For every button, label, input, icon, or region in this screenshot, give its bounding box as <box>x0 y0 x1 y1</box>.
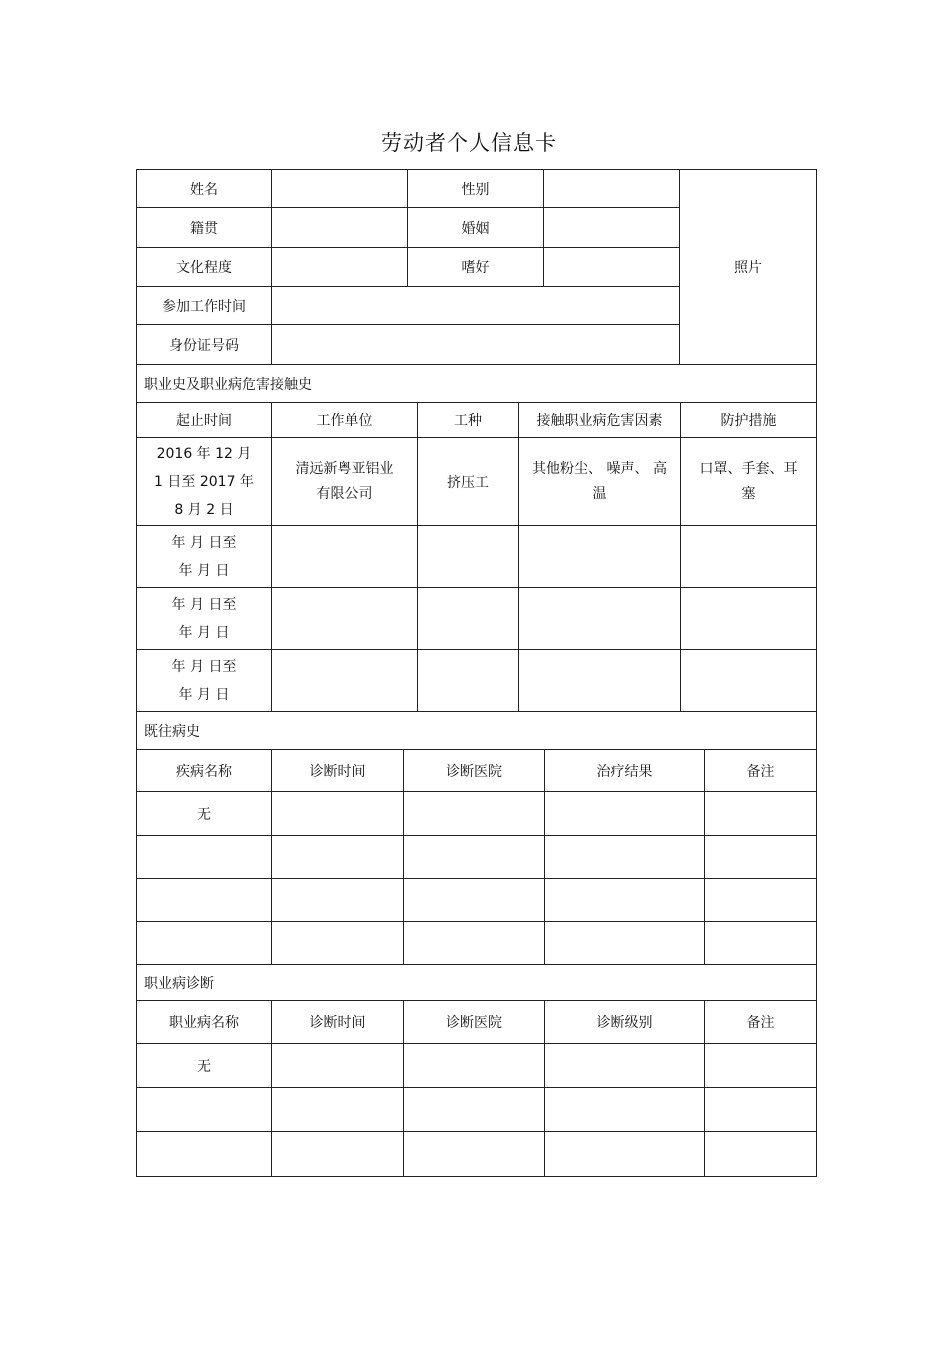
period-cell[interactable] <box>137 438 272 526</box>
level-cell[interactable] <box>545 1132 705 1177</box>
protection-cell[interactable] <box>681 650 817 712</box>
period-cell[interactable] <box>137 588 272 650</box>
occupation-header-protection: 防护措施 <box>681 403 817 438</box>
personal-info-table <box>136 169 817 365</box>
photo-box[interactable]: 照片 <box>680 170 817 365</box>
period-line: 年 月 日至 <box>171 658 237 675</box>
diagnosis-section-title: 职业病诊断 <box>137 965 817 1001</box>
disease-cell[interactable] <box>137 1088 272 1132</box>
hospital-cell[interactable] <box>404 792 545 836</box>
hazard-cell[interactable] <box>519 588 681 650</box>
job-cell[interactable] <box>418 650 519 712</box>
occupation-header-unit: 工作单位 <box>272 403 418 438</box>
protection-line: 口罩、手套、耳 <box>699 460 798 477</box>
table-row <box>137 526 817 588</box>
diagnosis-header-level: 诊断级别 <box>545 1001 705 1044</box>
unit-cell[interactable] <box>272 438 418 526</box>
hospital-cell[interactable] <box>404 879 545 922</box>
remark-cell[interactable] <box>705 922 817 965</box>
result-cell[interactable] <box>545 792 705 836</box>
table-row <box>137 879 817 922</box>
result-cell[interactable] <box>545 879 705 922</box>
date-cell[interactable] <box>272 1132 404 1177</box>
unit-line: 有限公司 <box>316 485 373 502</box>
unit-cell[interactable] <box>272 526 418 588</box>
work-start-field[interactable] <box>272 287 680 325</box>
unit-line: 清远新粤亚铝业 <box>295 460 394 477</box>
work-start-label: 参加工作时间 <box>137 287 272 325</box>
protection-cell[interactable] <box>681 438 817 526</box>
job-cell[interactable]: 挤压工 <box>418 438 519 526</box>
diagnosis-header-date: 诊断时间 <box>272 1001 404 1044</box>
remark-cell[interactable] <box>705 1132 817 1177</box>
protection-cell[interactable] <box>681 526 817 588</box>
history-section-title: 既往病史 <box>137 712 817 750</box>
hobby-label: 嗜好 <box>408 248 544 287</box>
remark-cell[interactable] <box>705 836 817 879</box>
date-cell[interactable] <box>272 1088 404 1132</box>
remark-cell[interactable] <box>705 792 817 836</box>
protection-cell[interactable] <box>681 588 817 650</box>
disease-cell[interactable] <box>137 879 272 922</box>
hospital-cell[interactable] <box>404 1088 545 1132</box>
diagnosis-table <box>136 964 817 1177</box>
gender-field[interactable] <box>544 170 680 208</box>
date-cell[interactable] <box>272 922 404 965</box>
period-line: 年 月 日 <box>178 624 230 641</box>
hometown-label: 籍贯 <box>137 208 272 248</box>
period-line: 2016 年 12 月 <box>156 445 252 462</box>
history-header-disease: 疾病名称 <box>137 750 272 792</box>
level-cell[interactable] <box>545 1088 705 1132</box>
history-header-date: 诊断时间 <box>272 750 404 792</box>
occupation-header-period: 起止时间 <box>137 403 272 438</box>
date-cell[interactable] <box>272 1044 404 1088</box>
disease-cell[interactable]: 无 <box>137 792 272 836</box>
unit-cell[interactable] <box>272 650 418 712</box>
medical-history-table <box>136 711 817 965</box>
hospital-cell[interactable] <box>404 1132 545 1177</box>
gender-label: 性别 <box>408 170 544 208</box>
occupation-header-job: 工种 <box>418 403 519 438</box>
level-cell[interactable] <box>545 1044 705 1088</box>
education-label: 文化程度 <box>137 248 272 287</box>
period-line: 年 月 日至 <box>171 596 237 613</box>
table-row <box>137 1044 817 1088</box>
hobby-field[interactable] <box>544 248 680 287</box>
date-cell[interactable] <box>272 879 404 922</box>
history-header-hospital: 诊断医院 <box>404 750 545 792</box>
protection-line: 塞 <box>741 485 756 502</box>
hazard-cell[interactable] <box>519 438 681 526</box>
table-row <box>137 650 817 712</box>
occupation-table <box>136 364 817 712</box>
period-line: 年 月 日 <box>178 686 230 703</box>
hazard-cell[interactable] <box>519 650 681 712</box>
occupation-header-hazard: 接触职业病危害因素 <box>519 403 681 438</box>
occupation-section-title: 职业史及职业病危害接触史 <box>137 365 817 403</box>
disease-cell[interactable]: 无 <box>137 1044 272 1088</box>
hospital-cell[interactable] <box>404 922 545 965</box>
period-line: 年 月 日 <box>178 562 230 579</box>
diagnosis-header-hospital: 诊断医院 <box>404 1001 545 1044</box>
table-row <box>137 1132 817 1177</box>
result-cell[interactable] <box>545 836 705 879</box>
hometown-field[interactable] <box>272 208 408 248</box>
diagnosis-header-remark: 备注 <box>705 1001 817 1044</box>
remark-cell[interactable] <box>705 1088 817 1132</box>
table-row <box>137 922 817 965</box>
period-cell[interactable] <box>137 650 272 712</box>
name-field[interactable] <box>272 170 408 208</box>
hospital-cell[interactable] <box>404 1044 545 1088</box>
period-cell[interactable] <box>137 526 272 588</box>
table-row <box>137 438 817 526</box>
table-row <box>137 792 817 836</box>
diagnosis-header-disease: 职业病名称 <box>137 1001 272 1044</box>
remark-cell[interactable] <box>705 879 817 922</box>
history-header-result: 治疗结果 <box>545 750 705 792</box>
hospital-cell[interactable] <box>404 836 545 879</box>
date-cell[interactable] <box>272 792 404 836</box>
job-cell[interactable] <box>418 588 519 650</box>
table-row <box>137 836 817 879</box>
hazard-cell[interactable] <box>519 526 681 588</box>
disease-cell[interactable] <box>137 836 272 879</box>
education-field[interactable] <box>272 248 408 287</box>
marital-label: 婚姻 <box>408 208 544 248</box>
disease-cell[interactable] <box>137 922 272 965</box>
period-line: 年 月 日至 <box>171 534 237 551</box>
table-row <box>137 588 817 650</box>
marital-field[interactable] <box>544 208 680 248</box>
history-header-remark: 备注 <box>705 750 817 792</box>
hazard-line: 其他粉尘、 噪声、 高 <box>532 460 667 477</box>
page-title: 劳动者个人信息卡 <box>381 131 557 155</box>
date-cell[interactable] <box>272 836 404 879</box>
hazard-line: 温 <box>592 485 607 502</box>
name-label: 姓名 <box>137 170 272 208</box>
period-line: 1 日至 2017 年 <box>154 473 254 490</box>
period-line: 8 月 2 日 <box>174 501 234 518</box>
unit-cell[interactable] <box>272 588 418 650</box>
remark-cell[interactable] <box>705 1044 817 1088</box>
id-field[interactable] <box>272 325 680 365</box>
id-label: 身份证号码 <box>137 325 272 365</box>
job-cell[interactable] <box>418 526 519 588</box>
result-cell[interactable] <box>545 922 705 965</box>
disease-cell[interactable] <box>137 1132 272 1177</box>
table-row <box>137 1088 817 1132</box>
